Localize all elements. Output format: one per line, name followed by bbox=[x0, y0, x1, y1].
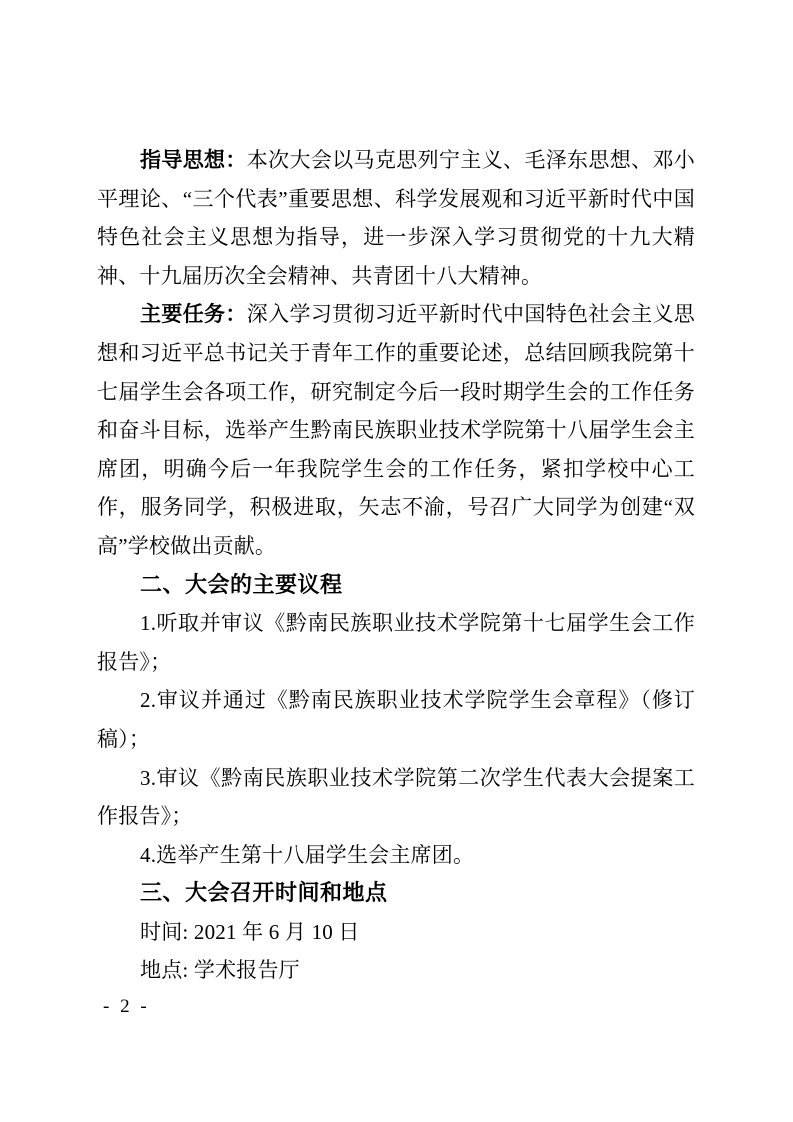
paragraph-main-tasks bbox=[97, 295, 695, 565]
agenda-item-4: 4.选举产生第十八届学生会主席团。 bbox=[140, 842, 475, 867]
section-heading-agenda: 二、大会的主要议程 bbox=[140, 571, 343, 597]
meeting-location-line: 地点: 学术报告厅 bbox=[140, 958, 300, 983]
document-body bbox=[97, 141, 695, 990]
guiding-ideology-label: 指导思想： bbox=[140, 148, 247, 172]
section-heading-time-location: 三、大会召开时间和地点 bbox=[140, 880, 388, 906]
page-number: - 2 - bbox=[103, 996, 150, 1017]
guiding-ideology-text: 本次大会以马克思列宁主义、毛泽东思想、邓小平理论、“三个代表”重要思想、科学发展观和习近平新时代中国特色社会主义思想为指导，进一步深入学习贯彻党的十九大精神、十九届历次全会精神、共青团十八大精神。 bbox=[97, 148, 696, 288]
agenda-item-1: 1.听取并审议《黔南民族职业技术学院第十七届学生会工作报告》； bbox=[97, 611, 695, 674]
paragraph-guiding-ideology bbox=[97, 141, 695, 295]
main-tasks-label: 主要任务： bbox=[140, 302, 247, 327]
meeting-time-line: 时间: 2021 年 6 月 10 日 bbox=[140, 919, 360, 944]
agenda-item-2: 2.审议并通过《黔南民族职业技术学院学生会章程》（修订稿）； bbox=[97, 688, 695, 751]
agenda-item-3: 3.审议《黔南民族职业技术学院第二次学生代表大会提案工作报告》； bbox=[97, 765, 695, 829]
main-tasks-text: 深入学习贯彻习近平新时代中国特色社会主义思想和习近平总书记关于青年工作的重要论述，总结回顾我院第十七届学生会各项工作，研究制定今后一段时期学生会的工作任务和奋斗目标，选举产生黔南民族职业技术学院第十八届学生会主席团，明确今后一年我院学生会的工作任务，紧扣学校中心工作，服务同学，积极进取，矢志不渝，号召广大同学为创建“双高”学校做出贡献。 bbox=[97, 302, 696, 558]
